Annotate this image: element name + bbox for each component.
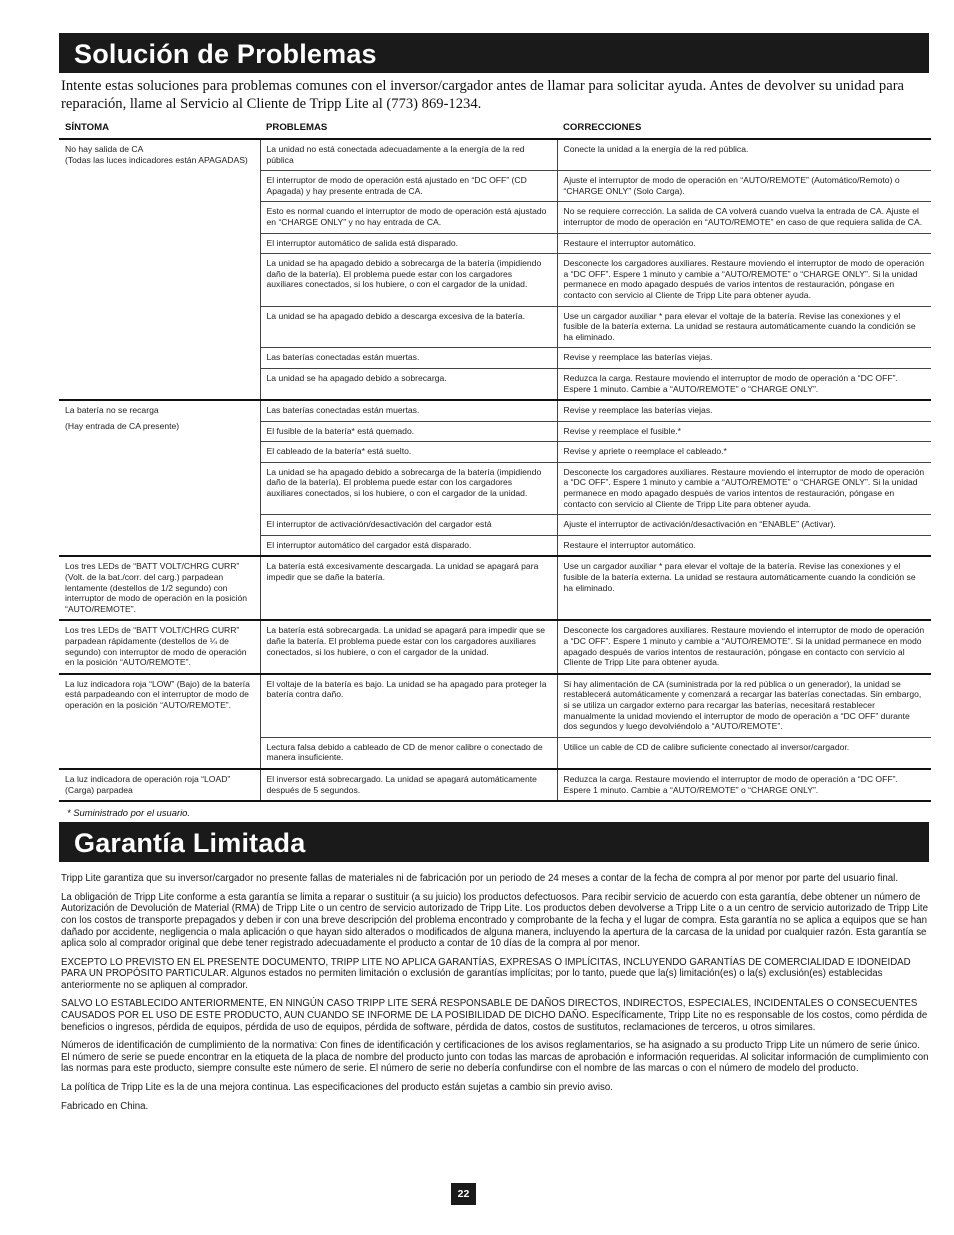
header-corrections: CORRECCIONES [557,117,931,139]
correction-cell: Revise y reemplace las baterías viejas. [557,348,931,369]
correction-cell: Reduzca la carga. Restaure moviendo el interruptor de modo de operación a “DC OFF”. Espere 1 minuto. Cambie a “AUTO/REMOTE” o “CHARGE ONLY”. [557,769,931,801]
problem-cell: El voltaje de la batería es bajo. La unidad se ha apagado para proteger la batería contra daño. [260,674,557,737]
symptom-subtext: (Hay entrada de CA presente) [65,420,180,431]
table-row [59,620,931,673]
table-body [59,139,931,801]
table-row [59,139,931,171]
table-row [59,769,931,801]
warranty-paragraph: La obligación de Tripp Lite conforme a esta garantía se limita a reparar o sustituir (a su juicio) los productos defectuosos. Para recibir servicio de acuerdo con esta garantía, debe obtener un número de Autorización de Devolución de Material (RMA) de Tripp Lite o un centro de servicio autorizado de Tripp Lite. Los productos deben devolverse a Tripp Lite o a un centro de servicio autorizado de Tripp Lite con los costos de transporte prepagados y deben ir con una breve descripción del problema encontrado y comprobante de la fecha y el lugar de compra. Esta garantía no se aplica a equipos que se han dañado por accidente, negligencia o mala aplicación o que hayan sido alterados o modificados de alguna manera, incluyendo la apertura de la carcasa de la unidad por cualquier razón. Esta garantía se aplica solo al comprador original que debe tener registrado adecuadamente el producto a contar de 10 días de la compra al por menor. [61,891,928,950]
problem-cell: La unidad se ha apagado debido a sobrecarga de la batería (impidiendo daño de la batería). El problema puede estar con los cargadores auxiliares conectados, si los hubiere, o con el cargador de la unidad. [260,462,557,514]
symptom-cell [59,400,260,556]
correction-cell: Revise y apriete o reemplace el cableado.* [557,442,931,463]
warranty-paragraph: Tripp Lite garantiza que su inversor/cargador no presente fallas de materiales ni de fabricación por un periodo de 24 meses a contar de la fecha de compra al por menor por parte del usuario final. [61,873,899,885]
problem-cell: Las baterías conectadas están muertas. [260,400,557,421]
symptom-text: Los tres LEDs de “BATT VOLT/CHRG CURR” parpadean rápidamente (destellos de ¼ de segundo) con interruptor de modo de operación en la posición “AUTO/REMOTE”. [65,625,247,668]
page-number: 22 [451,1183,476,1205]
problem-cell: La batería está excesivamente descargada. La unidad se apagará para impedir que se dañe la batería. [260,556,557,620]
problem-cell: La unidad se ha apagado debido a sobrecarga de la batería (impidiendo daño de la batería). El problema puede estar con los cargadores auxiliares conectados, si los hubiere, o con el cargador de la unidad. [260,254,557,306]
problem-cell: Lectura falsa debido a cableado de CD de menor calibre o conectado de manera insuficiente. [260,737,557,769]
problem-cell: La unidad se ha apagado debido a sobrecarga. [260,368,557,400]
symptom-text: La luz indicadora de operación roja “LOAD” (Carga) parpadea [65,773,231,795]
problem-cell: Las baterías conectadas están muertas. [260,348,557,369]
correction-cell: Si hay alimentación de CA (suministrada por la red pública o un generador), la unidad se restablecerá automáticamente y comenzará a recargar las baterías conectadas. Sin embargo, si se utiliza un cargador externo para recargar las baterías, necesitará restablecer manualmente la unidad moviendo el interruptor de modo de operación a “DC OFF” durante dos segundos y luego devolviéndolo a “AUTO/REMOTE”. [557,674,931,737]
correction-cell: Revise y reemplace el fusible.* [557,421,931,442]
correction-cell: No se requiere corrección. La salida de CA volverá cuando vuelva la entrada de CA. Ajuste el interruptor de modo de operación en “AUTO/REMOTE” en caso de que requiera salida de CA. [557,202,931,233]
table-row [59,556,931,620]
warranty-paragraph: La política de Tripp Lite es la de una mejora continua. Las especificaciones del producto están sujetas a cambio sin previo aviso. [61,1082,613,1094]
header-symptom: SÍNTOMA [59,117,260,139]
correction-cell: Desconecte los cargadores auxiliares. Restaure moviendo el interruptor de modo de operación a “DC OFF”. Espere 1 minuto y cambie a “AUTO/REMOTE” o “CHARGE ONLY”. Si la unidad permanece en modo apagado después de varios intentos de restauración, póngase en contacto con servicio al Cliente de Tripp Lite para obtener ayuda. [557,462,931,514]
intro-text: Intente estas soluciones para problemas comunes con el inversor/cargador antes de llamar para solicitar ayuda. Antes de devolver su unidad para reparación, llame al Servicio al Cliente de Tripp Lite al (773) 869-1234. [61,78,905,112]
header-problems: PROBLEMAS [260,117,557,139]
symptom-cell [59,769,260,801]
correction-cell: Use un cargador auxiliar * para elevar el voltaje de la batería. Revise las conexiones y el fusible de la batería externa. La unidad se restaura automáticamente cuando la condición se ha eliminado. [557,306,931,348]
warranty-text [59,873,929,1112]
correction-cell: Restaure el interruptor automático. [557,535,931,556]
table-row [59,674,931,737]
problem-cell: La batería está sobrecargada. La unidad se apagará para impedir que se dañe la batería. El problema puede estar con los cargadores auxiliares conectados, si los hubiere, o con el cargador de la unidad. [260,620,557,673]
symptom-cell [59,139,260,400]
problem-cell: La unidad no está conectada adecuadamente a la energía de la red pública [260,139,557,171]
correction-cell: Ajuste el interruptor de activación/desactivación en “ENABLE” (Activar). [557,515,931,536]
correction-cell: Conecte la unidad a la energía de la red pública. [557,139,931,171]
symptom-text: La luz indicadora roja “LOW” (Bajo) de la batería está parpadeando con el interruptor de modo de operación en la posición “AUTO/REMOTE”. [65,678,250,710]
warranty-paragraph: SALVO LO ESTABLECIDO ANTERIORMENTE, EN NINGÚN CASO TRIPP LITE SERÁ RESPONSABLE DE DAÑOS DIRECTOS, INDIRECTOS, ESPECIALES, INCIDENTALES O CONSECUENTES CAUSADOS POR EL USO DE ESTE PRODUCTO, AUN CUANDO SE INFORME DE LA POSIBILIDAD DE DICHO DAÑO. Específicamente, Tripp Lite no es responsable de los costos, como pérdida de beneficios o ingresos, pérdida de equipos, pérdida de uso de equipos, pérdida de software, pérdida de datos, costos de sustitutos, reclamaciones de terceros, u otros similares. [61,998,928,1033]
symptom-cell [59,556,260,620]
correction-cell: Reduzca la carga. Restaure moviendo el interruptor de modo de operación a “DC OFF”. Espere 1 minuto. Cambie a “AUTO/REMOTE” o “CHARGE ONLY”. [557,368,931,400]
correction-cell: Utilice un cable de CD de calibre suficiente conectado al inversor/cargador. [557,737,931,769]
problem-cell: El inversor está sobrecargado. La unidad se apagará automáticamente después de 5 segundos. [260,769,557,801]
page [59,33,929,1119]
problem-cell: Esto es normal cuando el interruptor de modo de operación está ajustado en “CHARGE ONLY” y no hay entrada de CA. [260,202,557,233]
troubleshooting-table [59,117,931,802]
table-row [59,400,931,421]
correction-cell: Desconecte los cargadores auxiliares. Restaure moviendo el interruptor de modo de operación a “DC OFF”. Espere 1 minuto y cambie a “AUTO/REMOTE” o “CHARGE ONLY”. Si la unidad permanece en modo apagado después de varios intentos de restauración, póngase en contacto con servicio al Cliente de Tripp Lite para obtener ayuda. [557,254,931,306]
symptom-text: Los tres LEDs de “BATT VOLT/CHRG CURR” (Volt. de la bat./corr. del carg.) parpadean lentamente (destellos de 1/2 segundo) con interruptor de modo de operación en la posición “AUTO/REMOTE”. [65,561,248,614]
symptom-text: No hay salida de CA [65,144,144,154]
correction-cell: Restaure el interruptor automático. [557,233,931,254]
correction-cell: Revise y reemplace las baterías viejas. [557,400,931,421]
warranty-paragraph: Fabricado en China. [61,1100,149,1112]
problem-cell: El fusible de la batería* está quemado. [260,421,557,442]
warranty-paragraph: EXCEPTO LO PREVISTO EN EL PRESENTE DOCUMENTO, TRIPP LITE NO APLICA GARANTÍAS, EXPRESAS O IMPLÍCITAS, INCLUYENDO GARANTÍAS DE COMERCIALIDAD E IDONEIDAD PARA UN PROPÓSITO PARTICULAR. Algunos estados no permiten limitación o exclusión de garantías implícitas; por lo tanto, puede que la(s) limitación(es) o la(s) exclusión(es) establecidas anteriormente no se apliquen al comprador. [61,956,911,991]
correction-cell: Ajuste el interruptor de modo de operación en “AUTO/REMOTE” (Automático/Remoto) o “CHARGE ONLY” (Solo Carga). [557,171,931,202]
section-title-warranty: Garantía Limitada [59,822,929,862]
problem-cell: El interruptor de modo de operación está ajustado en “DC OFF” (CD Apagada) y hay presente entrada de CA. [260,171,557,202]
section-title-troubleshooting: Solución de Problemas [59,33,929,73]
footnote: * Suministrado por el usuario. [67,807,190,819]
problem-cell: El interruptor automático de salida está disparado. [260,233,557,254]
correction-cell: Desconecte los cargadores auxiliares. Restaure moviendo el interruptor de modo de operación a “DC OFF”. Espere 1 minuto y cambie a “AUTO/REMOTE”. Si la unidad permanece en modo apagado después de varios intentos de restauración, póngase en contacto con servicio al Cliente de Tripp Lite para obtener ayuda. [557,620,931,673]
symptom-cell [59,620,260,673]
problem-cell: El interruptor de activación/desactivación del cargador está [260,515,557,536]
problem-cell: El cableado de la batería* está suelto. [260,442,557,463]
table-header-row [59,117,931,139]
correction-cell: Use un cargador auxiliar * para elevar el voltaje de la batería. Revise las conexiones y el fusible de la batería externa. La unidad se restaura automáticamente cuando la condición se ha eliminado. [557,556,931,620]
problem-cell: La unidad se ha apagado debido a descarga excesiva de la batería. [260,306,557,348]
symptom-subtext: (Todas las luces indicadores están APAGADAS) [65,154,248,165]
symptom-text: La batería no se recarga [65,405,159,416]
warranty-paragraph: Números de identificación de cumplimiento de la normativa: Con fines de identificación y certificaciones de los avisos reglamentarios, se ha asignado a su producto Tripp Lite un número de serie único. El número de serie se puede encontrar en la etiqueta de la placa de nombre del producto junto con todas las marcas de aprobación e información requeridas. Al solicitar información de cumplimiento con las normas para este producto, siempre consulte este número de serie. El número de serie no debería confundirse con el nombre de las marcas o con el número de modelo del producto. [61,1040,929,1075]
symptom-cell [59,674,260,769]
problem-cell: El interruptor automático del cargador está disparado. [260,535,557,556]
